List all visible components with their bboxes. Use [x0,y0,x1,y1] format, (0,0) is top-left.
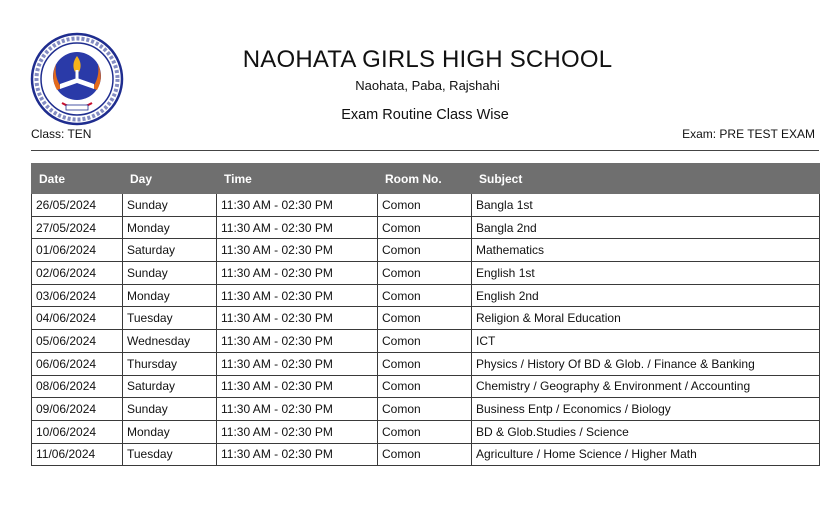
column-header-date: Date [32,164,123,194]
room-cell: Comon [378,443,472,466]
room-cell: Comon [378,194,472,217]
room-cell: Comon [378,398,472,421]
class-label: Class: TEN [31,127,92,141]
date-cell: 09/06/2024 [32,398,123,421]
subject-cell: ICT [472,330,820,353]
school-name: NAOHATA GIRLS HIGH SCHOOL [242,46,613,73]
exam-label: Exam: PRE TEST EXAM [682,127,815,141]
room-cell: Comon [378,307,472,330]
subject-cell: Physics / History Of BD & Glob. / Finance & Banking [472,352,820,375]
table-row [32,443,820,466]
subject-cell: BD & Glob.Studies / Science [472,420,820,443]
header-divider [31,150,819,151]
time-cell: 11:30 AM - 02:30 PM [217,330,378,353]
date-cell: 06/06/2024 [32,352,123,375]
time-cell: 11:30 AM - 02:30 PM [217,194,378,217]
date-cell: 08/06/2024 [32,375,123,398]
subject-cell: English 1st [472,262,820,285]
table-row [32,262,820,285]
day-cell: Wednesday [123,330,217,353]
day-cell: Monday [123,216,217,239]
day-cell: Thursday [123,352,217,375]
time-cell: 11:30 AM - 02:30 PM [217,375,378,398]
school-address: Naohata, Paba, Rajshahi [355,78,500,93]
room-cell: Comon [378,375,472,398]
day-cell: Sunday [123,398,217,421]
table-header-row [32,164,820,194]
date-cell: 11/06/2024 [32,443,123,466]
table-row [32,420,820,443]
subject-cell: Chemistry / Geography & Environment / Accounting [472,375,820,398]
time-cell: 11:30 AM - 02:30 PM [217,284,378,307]
room-cell: Comon [378,239,472,262]
date-cell: 03/06/2024 [32,284,123,307]
day-cell: Sunday [123,262,217,285]
time-cell: 11:30 AM - 02:30 PM [217,420,378,443]
time-cell: 11:30 AM - 02:30 PM [217,216,378,239]
table-row [32,352,820,375]
day-cell: Saturday [123,239,217,262]
subject-cell: Religion & Moral Education [472,307,820,330]
date-cell: 10/06/2024 [32,420,123,443]
column-header-room: Room No. [378,164,472,194]
table-row [32,330,820,353]
room-cell: Comon [378,352,472,375]
table-row [32,194,820,217]
room-cell: Comon [378,284,472,307]
day-cell: Monday [123,420,217,443]
subject-cell: Mathematics [472,239,820,262]
column-header-time: Time [217,164,378,194]
time-cell: 11:30 AM - 02:30 PM [217,262,378,285]
table-row [32,216,820,239]
time-cell: 11:30 AM - 02:30 PM [217,352,378,375]
subject-cell: Business Entp / Economics / Biology [472,398,820,421]
room-cell: Comon [378,330,472,353]
table-row [32,307,820,330]
date-cell: 05/06/2024 [32,330,123,353]
subject-cell: English 2nd [472,284,820,307]
column-header-day: Day [123,164,217,194]
time-cell: 11:30 AM - 02:30 PM [217,307,378,330]
report-title: Exam Routine Class Wise [341,107,509,123]
time-cell: 11:30 AM - 02:30 PM [217,398,378,421]
subject-cell: Bangla 1st [472,194,820,217]
day-cell: Saturday [123,375,217,398]
column-header-subject: Subject [472,164,820,194]
room-cell: Comon [378,262,472,285]
day-cell: Sunday [123,194,217,217]
day-cell: Tuesday [123,307,217,330]
room-cell: Comon [378,420,472,443]
day-cell: Tuesday [123,443,217,466]
date-cell: 02/06/2024 [32,262,123,285]
date-cell: 01/06/2024 [32,239,123,262]
table-row [32,239,820,262]
date-cell: 27/05/2024 [32,216,123,239]
date-cell: 26/05/2024 [32,194,123,217]
subject-cell: Agriculture / Home Science / Higher Math [472,443,820,466]
time-cell: 11:30 AM - 02:30 PM [217,239,378,262]
table-body [32,194,820,466]
subject-cell: Bangla 2nd [472,216,820,239]
table-row [32,284,820,307]
table-row [32,398,820,421]
table-row [32,375,820,398]
day-cell: Monday [123,284,217,307]
exam-routine-table [31,163,820,466]
date-cell: 04/06/2024 [32,307,123,330]
room-cell: Comon [378,216,472,239]
time-cell: 11:30 AM - 02:30 PM [217,443,378,466]
